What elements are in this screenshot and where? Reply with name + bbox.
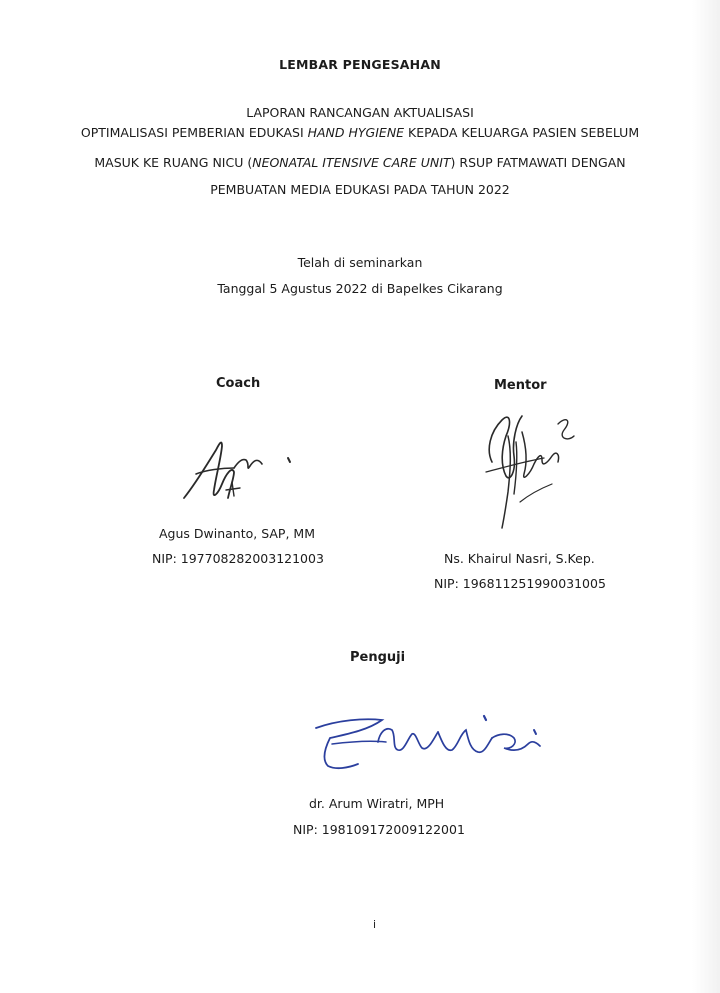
report-title-line-3: PEMBUATAN MEDIA EDUKASI PADA TAHUN 2022 [210, 182, 510, 197]
examiner-signature [308, 708, 548, 774]
report-title-line-1-post: KEPADA KELUARGA PASIEN SEBELUM [404, 125, 640, 140]
report-type: LAPORAN RANCANGAN AKTUALISASI [246, 105, 474, 120]
page-title: LEMBAR PENGESAHAN [279, 57, 441, 72]
mentor-name: Ns. Khairul Nasri, S.Kep. [444, 551, 595, 566]
examiner-nip: NIP: 198109172009122001 [293, 822, 465, 837]
scan-edge-shadow [692, 0, 720, 993]
mentor-nip: NIP: 196811251990031005 [434, 576, 606, 591]
report-title-line-1-pre: OPTIMALISASI PEMBERIAN EDUKASI [80, 125, 308, 140]
seminar-line-1: Telah di seminarkan [297, 255, 423, 270]
mentor-label: Mentor [494, 378, 547, 393]
mentor-signature [472, 402, 582, 534]
report-title-line-2-italic: NEONATAL ITENSIVE CARE UNIT [252, 155, 451, 170]
report-title-line-1-italic: HAND HYGIENE [307, 125, 405, 140]
coach-name: Agus Dwinanto, SAP, MM [159, 526, 315, 541]
coach-label: Coach [216, 376, 261, 391]
examiner-name: dr. Arum Wiratri, MPH [309, 796, 445, 811]
report-title-line-2-post: ) RSUP FATMAWATI DENGAN [450, 155, 626, 170]
seminar-line-2: Tanggal 5 Agustus 2022 di Bapelkes Cikarang [217, 281, 503, 296]
report-title-line-2 [0, 153, 720, 173]
report-title-line-2-pre: MASUK KE RUANG NICU ( [94, 155, 253, 170]
report-title-line-1 [0, 123, 720, 143]
coach-nip: NIP: 197708282003121003 [152, 551, 324, 566]
page-number: i [373, 918, 377, 931]
coach-signature [176, 428, 306, 513]
examiner-label: Penguji [350, 650, 406, 665]
